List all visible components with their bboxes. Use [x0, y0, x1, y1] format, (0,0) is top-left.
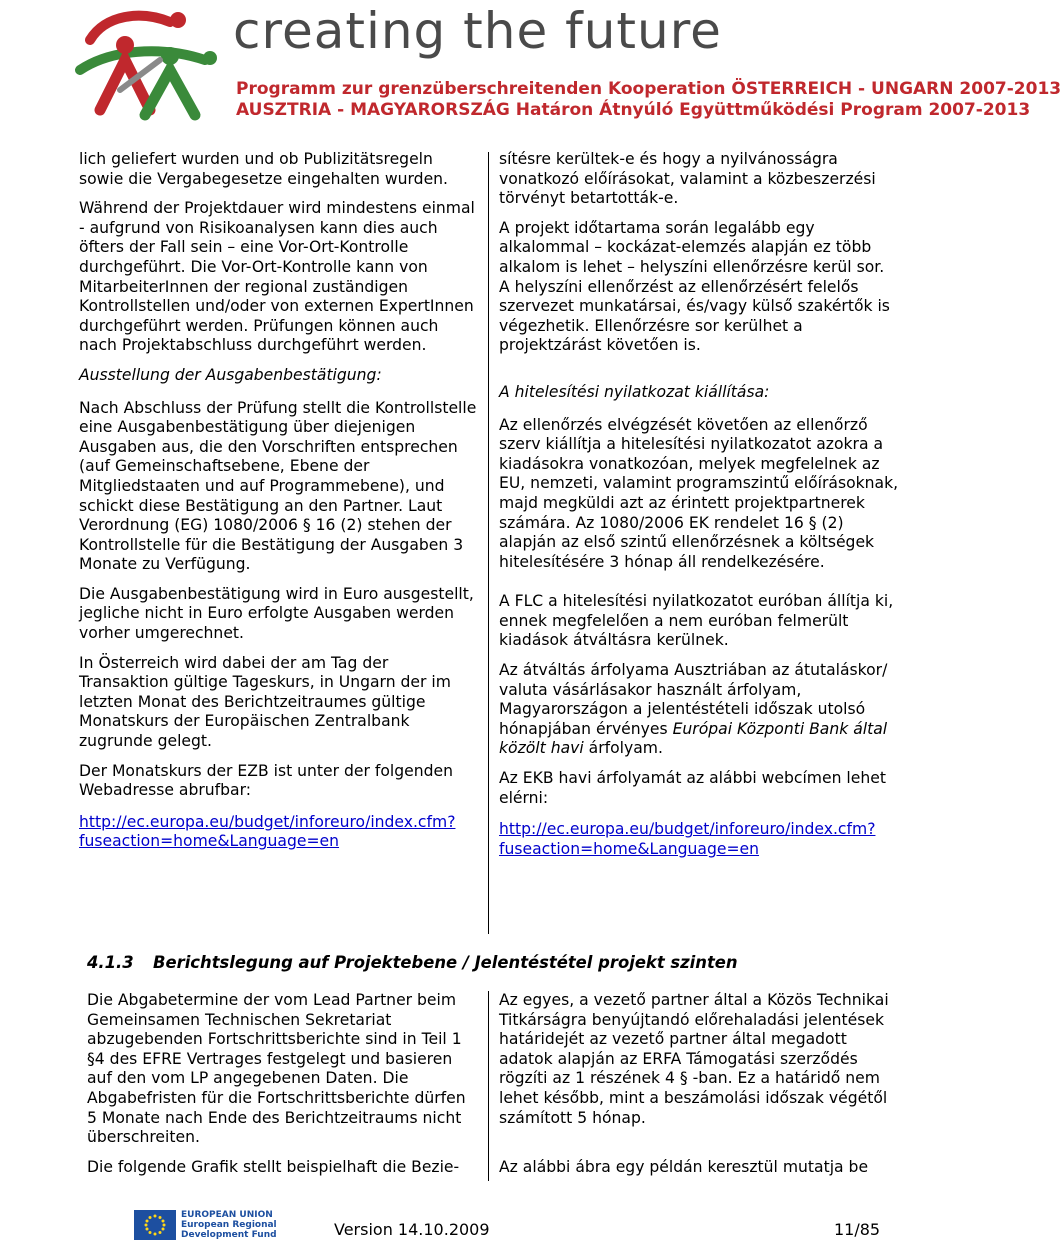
- eu-label-line: Development Fund: [181, 1230, 277, 1240]
- german-column-2: [87, 991, 480, 1187]
- hungarian-italic-text: Európai Központi Bank által közölt havi: [499, 719, 888, 758]
- section-title: Berichtslegung auf Projektebene / Jelentéstétel projekt szinten: [153, 953, 738, 972]
- german-paragraph: Die folgende Grafik stellt beispielhaft die Bezie-: [87, 1157, 460, 1176]
- german-paragraph: Nach Abschluss der Prüfung stellt die Kontrollstelle eine Ausgabenbestätigung über diejenigen Ausgaben aus, die den Vorschriften entsprechen (auf Gemeinschaftsebene, Ebene der Mitgliedstaaten und auf Programmebene), und schickt diese Bestätigung an den Partner. Laut Verordnung (EG) 1080/2006 § 16 (2) stehen der Kontrollstelle für die Bestätigung der Ausgaben 3 Monate zu Verfügung.: [79, 398, 477, 574]
- hungarian-paragraph: sítésre kerültek-e és hogy a nyilvánosságra vonatkozó előírásokat, valamint a közbeszerzési törvényt betartották-e.: [499, 150, 876, 208]
- hungarian-paragraph: Az egyes, a vezető partner által a Közös Technikai Titkárságra benyújtandó előrehaladási jelentések határidejét az vezető partner által megadott adatok alapján az ERFA Támogatási szerződés rögzíti az 1 részének 4 § -ban. Ez a határidő nem lehet később, mint a beszámolási időszak végétől számított 5 hónap.: [499, 991, 889, 1127]
- german-subheading: Ausstellung der Ausgabenbestätigung:: [79, 365, 382, 384]
- german-paragraph: Während der Projektdauer wird mindestens einmal - aufgrund von Risikoanalysen kann dies auch öfters der Fall sein – eine Vor-Ort-Kontrolle durchgeführt. Die Vor-Ort-Kontrolle kann von MitarbeiterInnen der regional zuständigen Kontrollstellen und/oder von externen ExpertInnen durchgeführt werden. Prüfungen können auch nach Projektabschluss durchgeführt werden.: [79, 199, 475, 355]
- hungarian-paragraph: A projekt időtartama során legalább egy alkalommal – kockázat-elemzés alapján ez több alkalom is lehet – helyszíni ellenőrzésre kerül sor. A helyszíni ellenőrzést az ellenőrzésért felelős szervezet munkatársai, és/vagy külső szakértők is végezhetik. Ellenőrzésre sor kerülhet a projektzárást követően is.: [499, 218, 890, 355]
- section-number: 4.1.3: [87, 953, 134, 972]
- german-paragraph: Die Ausgabenbestätigung wird in Euro ausgestellt, jegliche nicht in Euro erfolgte Ausgaben werden vorher umgerechnet.: [79, 584, 474, 643]
- hungarian-column-2: [499, 991, 894, 1188]
- german-paragraph: Die Abgabetermine der vom Lead Partner beim Gemeinsamen Technischen Sekretariat abzugebenden Fortschrittsberichte sind in Teil 1 §4 des EFRE Vertrages festgelegt und basieren auf den vom LP angegebenen Daten. Die Abgabefristen für die Fortschrittsberichte dürfen 5 Monate nach Ende des Berichtzeitraums nicht überschreiten.: [87, 991, 466, 1147]
- hungarian-paragraph: A FLC a hitelesítési nyilatkozatot euróban állítja ki, ennek megfelelően a nem euróban felmerült kiadások átváltásra kerülnek.: [499, 592, 894, 650]
- header-subtitle-hungarian: AUSZTRIA - MAGYARORSZÁG Határon Átnyúló Együttműködési Program 2007-2013: [236, 100, 1031, 120]
- hungarian-text: árfolyam.: [583, 739, 663, 758]
- page-header: [0, 0, 1061, 130]
- eu-label-line: EUROPEAN UNION: [181, 1210, 273, 1220]
- version-label: Version 14.10.2009: [334, 1220, 490, 1239]
- column-divider: [488, 991, 489, 1181]
- hungarian-paragraph: Az EKB havi árfolyamát az alábbi webcímen lehet elérni:: [499, 769, 886, 807]
- header-subtitle-german: Programm zur grenzüberschreitenden Kooperation ÖSTERREICH - UNGARN 2007-2013: [236, 79, 1061, 99]
- german-paragraph: In Österreich wird dabei der am Tag der Transaktion gültige Tageskurs, in Ungarn der im letzten Monat des Berichtzeitraumes gültige Monatskurs der Europäischen Zentralbank zugrunde gelegt.: [79, 653, 451, 751]
- inforeuro-link-hungarian[interactable]: http://ec.europa.eu/budget/inforeuro/index.cfm?fuseaction=home&Language=en: [499, 820, 876, 858]
- eu-fund-label: [181, 1210, 277, 1240]
- header-title: creating the future: [233, 2, 722, 60]
- hungarian-text: Az átváltás árfolyama Ausztriában az átutaláskor/ valuta vásárlásakor használt árfolyam, Magyarországon a jelentéstételi időszak utolsó hónapjában érvényes: [499, 661, 888, 738]
- inforeuro-link-german[interactable]: http://ec.europa.eu/budget/inforeuro/index.cfm?fuseaction=home&Language=en: [79, 812, 456, 851]
- page-number: 11/85: [834, 1220, 881, 1239]
- eu-flag-icon: [134, 1210, 176, 1240]
- eu-label-line: European Regional: [181, 1220, 277, 1230]
- section-heading: [87, 953, 738, 972]
- german-paragraph: lich geliefert wurden und ob Publizitätsregeln sowie die Vergabegesetze eingehalten wurden.: [79, 150, 449, 188]
- german-column: [79, 150, 477, 862]
- hungarian-subheading: A hitelesítési nyilatkozat kiállítása:: [499, 382, 770, 401]
- creating-the-future-logo-icon: [60, 0, 230, 128]
- hungarian-paragraph: Az ellenőrzés elvégzését követően az ellenőrző szerv kiállítja a hitelesítési nyilatkozatot azokra a kiadásokra vonatkozóan, melyek megfelelnek az EU, nemzeti, valamint programszintű előírásoknak, majd megküldi azt az érintett projektpartnerek számára. Az 1080/2006 EK rendelet 16 § (2) alapján az első szintű ellenőrzésnek a költségek hitelesítésére 3 hónap áll rendelkezésére.: [499, 415, 899, 571]
- column-divider: [488, 152, 489, 934]
- hungarian-paragraph: Az alábbi ábra egy példán keresztül mutatja be: [499, 1158, 869, 1177]
- hungarian-column: [499, 150, 899, 869]
- hungarian-paragraph: [499, 661, 899, 759]
- page-footer: [0, 1200, 960, 1252]
- german-paragraph: Der Monatskurs der EZB ist unter der folgenden Webadresse abrufbar:: [79, 761, 453, 800]
